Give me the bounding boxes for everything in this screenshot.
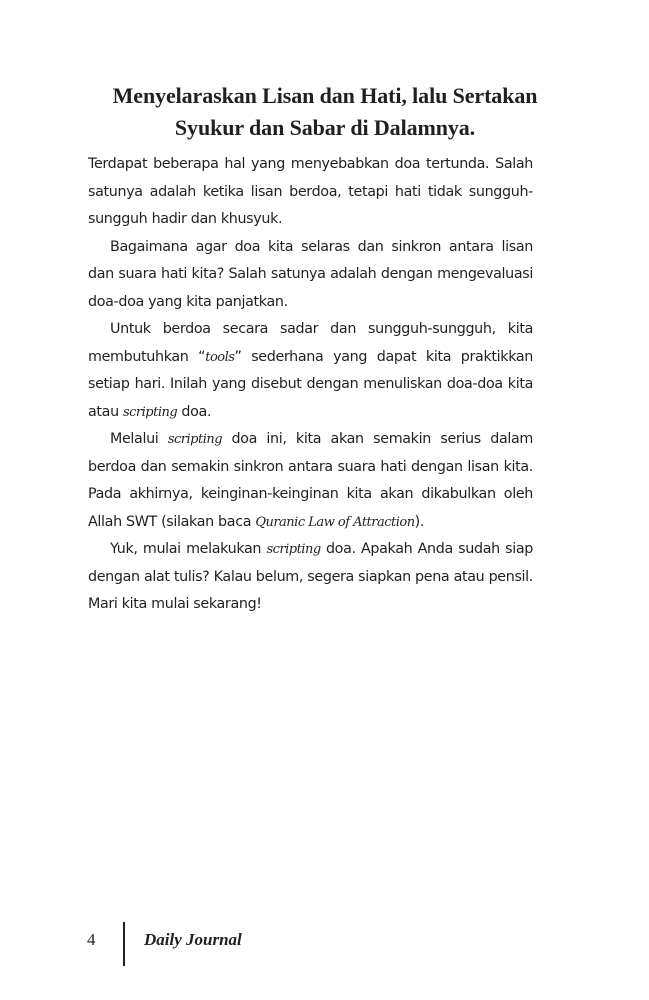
paragraph-3-text-b: ” sederhana yang dapat kita praktikkan setiap hari. Inilah yang disebut dengan menuliskan doa-doa kita atau [88, 348, 533, 420]
paragraph-1: Terdapat beberapa hal yang menyebabkan doa tertunda. Salah satunya adalah ketika lisan berdoa, tetapi hati tidak sungguh-sungguh hadir dan khusyuk. [88, 156, 533, 227]
footer-divider [123, 922, 125, 966]
script-term-scripting: scripting [266, 542, 321, 557]
script-term-scripting: scripting [122, 404, 178, 420]
paragraph-4 [88, 426, 533, 536]
paragraph-5 [88, 536, 533, 619]
heading-line-2: Syukur dan Sabar di Dalamnya. [174, 115, 476, 140]
script-term-book-title: Quranic Law of Attraction [255, 514, 415, 530]
paragraph-5-text-a: Yuk, mulai melakukan [110, 541, 267, 557]
paragraph-3-text-c: doa. [177, 403, 212, 420]
page-number: 4 [87, 930, 96, 949]
paragraph-3-text-a: Untuk berdoa secara sadar dan sungguh-sungguh, kita membutuhkan “ [88, 321, 533, 365]
heading-line-1: Menyelaraskan Lisan dan Hati, lalu Sertakan [112, 83, 538, 108]
script-term-scripting: scripting [167, 432, 223, 447]
paragraph-4-text-c: ). [414, 513, 425, 530]
paragraph-5-text-b: doa. Apakah Anda sudah siap dengan alat tulis? Kalau belum, segera siapkan pena atau pensil. Mari kita mulai sekarang! [88, 541, 533, 612]
paragraph-2: Bagaimana agar doa kita selaras dan sinkron antara lisan dan suara hati kita? Salah satunya adalah dengan mengevaluasi doa-doa yang kita panjatkan. [88, 238, 533, 310]
paragraph-4-text-b: doa ini, kita akan semakin serius dalam berdoa dan semakin sinkron antara suara hati dengan lisan kita. Pada akhirnya, keinginan-keinginan kita akan dikabulkan oleh Allah SWT (silakan baca [88, 431, 533, 530]
script-term-tools: tools [205, 349, 235, 365]
paragraph-3 [88, 316, 533, 426]
body-text [88, 151, 533, 619]
running-footer-title: Daily Journal [144, 930, 242, 949]
chapter-heading [80, 80, 570, 144]
paragraph-4-text-a: Melalui [110, 431, 168, 447]
